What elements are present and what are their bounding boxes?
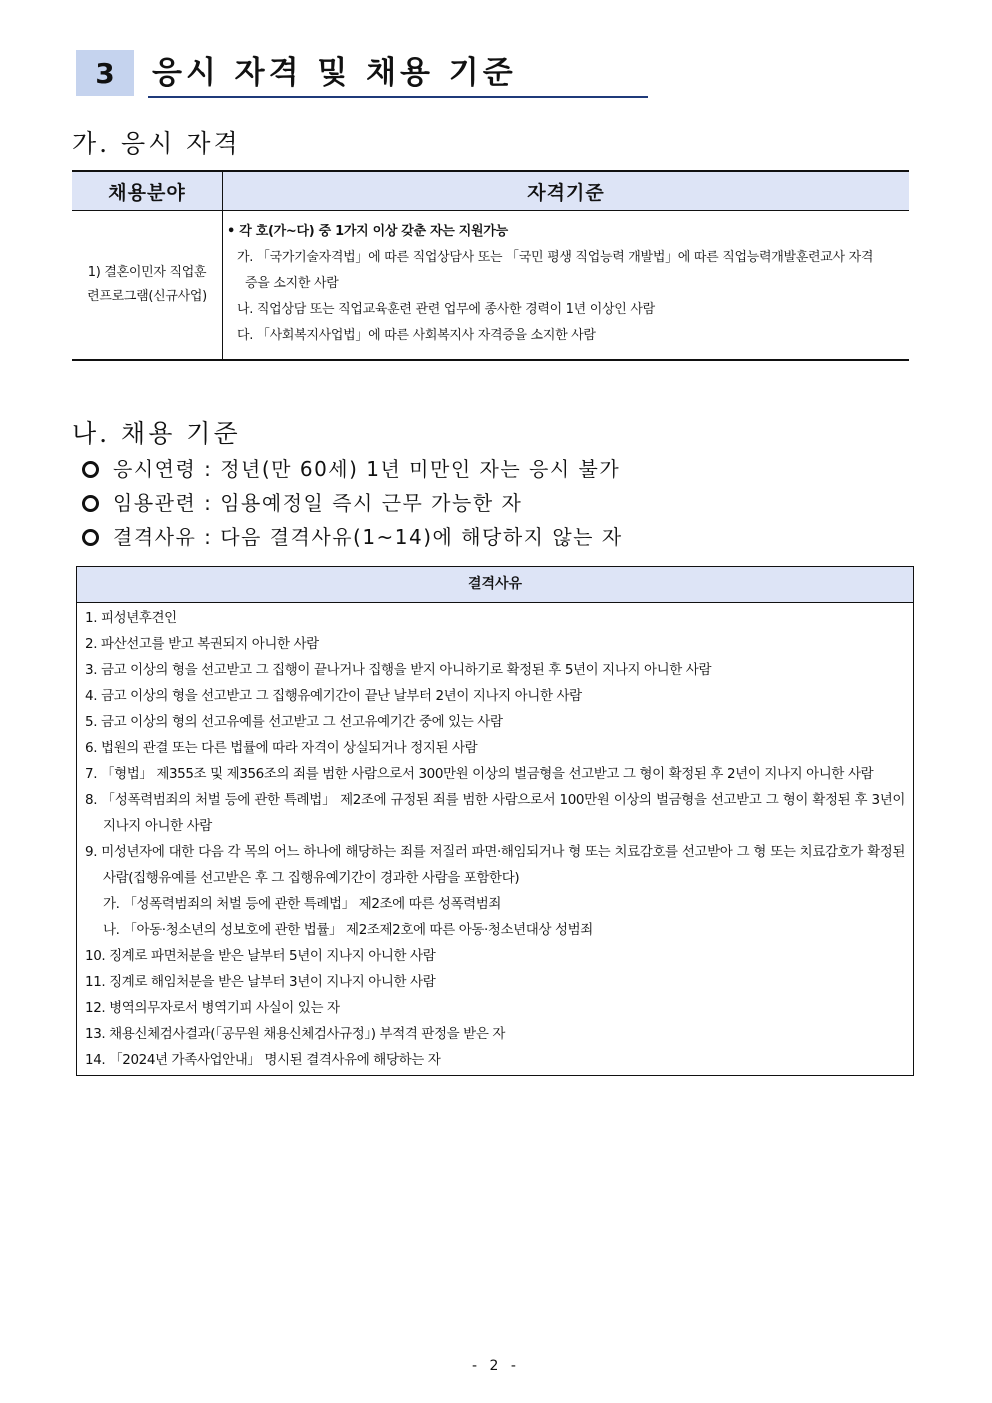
criteria-cell — [223, 211, 910, 361]
subsection-b-heading: 나. 채용 기준 — [72, 419, 241, 448]
list-subitem: 나. 「아동·청소년의 성보호에 관한 법률」 제2조제2호에 따른 아동·청소년대상 성범죄 — [103, 922, 593, 938]
list-item — [80, 520, 623, 554]
list-item: 12. 병역의무자로서 병역기피 사실이 있는 자 — [85, 1000, 340, 1016]
field-line: 1) 결혼이민자 직업훈 — [87, 265, 207, 280]
circle-bullet-icon — [82, 461, 99, 478]
qualification-table-header — [72, 171, 909, 211]
circle-bullet-icon — [82, 495, 99, 512]
list-item: 13. 채용신체검사결과(「공무원 채용신체검사규정」) 부적격 판정을 받은 자 — [85, 1026, 505, 1042]
list-item: 8. 「성폭력범죄의 처벌 등에 관한 특례법」 제2조에 규정된 죄를 범한 사람으로서 100만원 이상의 벌금형을 선고받고 그 형이 확정된 후 3년이 지나지 아니한 사람 — [85, 792, 905, 834]
criteria-item-na: 나. 직업상담 또는 직업교육훈련 관련 업무에 종사한 경력이 1년 이상인 사람 — [237, 302, 655, 317]
criteria-bullet-list — [80, 452, 623, 554]
page-number: - 2 - — [472, 1358, 520, 1374]
disqualification-header: 결격사유 — [77, 567, 913, 603]
subsection-a-heading: 가. 응시 자격 — [72, 129, 241, 158]
circle-bullet-icon — [82, 529, 99, 546]
criteria-text-cont: 증을 소지한 사람 — [245, 276, 339, 291]
criteria-heading: • 각 호(가~다) 중 1가지 이상 갖춘 자는 지원가능 — [227, 224, 508, 239]
bullet-text: 임용관련 : 임용예정일 즉시 근무 가능한 자 — [113, 491, 523, 515]
list-item: 9. 미성년자에 대한 다음 각 목의 어느 하나에 해당하는 죄를 저질러 파면·해임되거나 형 또는 치료감호를 선고받아 그 형 또는 치료감호가 확정된 사람(집행유예를 선고받은 후 그 집행유예기간이 경과한 사람을 포함한다) — [85, 844, 905, 886]
col-header-field: 채용분야 — [72, 171, 223, 211]
bullet-text: 결격사유 : 다음 결격사유(1~14)에 해당하지 않는 자 — [113, 525, 623, 549]
criteria-item-da: 다. 「사회복지사업법」에 따른 사회복지사 자격증을 소지한 사람 — [237, 328, 596, 343]
list-item: 6. 법원의 관결 또는 다른 법률에 따라 자격이 상실되거나 정지된 사람 — [85, 740, 478, 756]
section-number: 3 — [76, 50, 134, 96]
criteria-item-ga — [227, 245, 905, 297]
table-row — [72, 211, 909, 361]
list-item: 1. 피성년후견인 — [85, 610, 177, 626]
list-item: 3. 금고 이상의 형을 선고받고 그 집행이 끝나거나 집행을 받지 아니하기로 확정된 후 5년이 지나지 아니한 사람 — [85, 662, 712, 678]
col-header-criteria: 자격기준 — [223, 171, 910, 211]
disqualification-list — [77, 603, 913, 1075]
criteria-text: 가. 「국가기술자격법」에 따른 직업상담사 또는 「국민 평생 직업능력 개발법」에 따른 직업능력개발훈련교사 자격 — [237, 250, 874, 265]
section-header — [76, 50, 648, 98]
list-item: 7. 「형법」 제355조 및 제356조의 죄를 범한 사람으로서 300만원 이상의 벌금형을 선고받고 그 형이 확정된 후 2년이 지나지 아니한 사람 — [85, 766, 874, 782]
list-item: 2. 파산선고를 받고 복권되지 아니한 사람 — [85, 636, 319, 652]
section-title: 응시 자격 및 채용 기준 — [152, 55, 517, 91]
list-item: 11. 징계로 해임처분을 받은 날부터 3년이 지나지 아니한 사람 — [85, 974, 436, 990]
field-cell — [72, 211, 223, 361]
field-line: 련프로그램(신규사업) — [87, 289, 207, 304]
list-subitem: 가. 「성폭력범죄의 처벌 등에 관한 특례법」 제2조에 따른 성폭력범죄 — [103, 896, 502, 912]
section-title-underline — [148, 96, 648, 98]
qualification-table — [72, 170, 909, 361]
list-item: 4. 금고 이상의 형을 선고받고 그 집행유예기간이 끝난 날부터 2년이 지나지 아니한 사람 — [85, 688, 582, 704]
list-item: 10. 징계로 파면처분을 받은 날부터 5년이 지나지 아니한 사람 — [85, 948, 436, 964]
list-item — [80, 452, 623, 486]
bullet-text: 응시연령 : 정년(만 60세) 1년 미만인 자는 응시 불가 — [113, 457, 621, 481]
list-item: 14. 「2024년 가족사업안내」 명시된 결격사유에 해당하는 자 — [85, 1052, 441, 1068]
list-item: 5. 금고 이상의 형의 선고유예를 선고받고 그 선고유예기간 중에 있는 사람 — [85, 714, 503, 730]
disqualification-box — [76, 566, 914, 1076]
list-item — [80, 486, 623, 520]
